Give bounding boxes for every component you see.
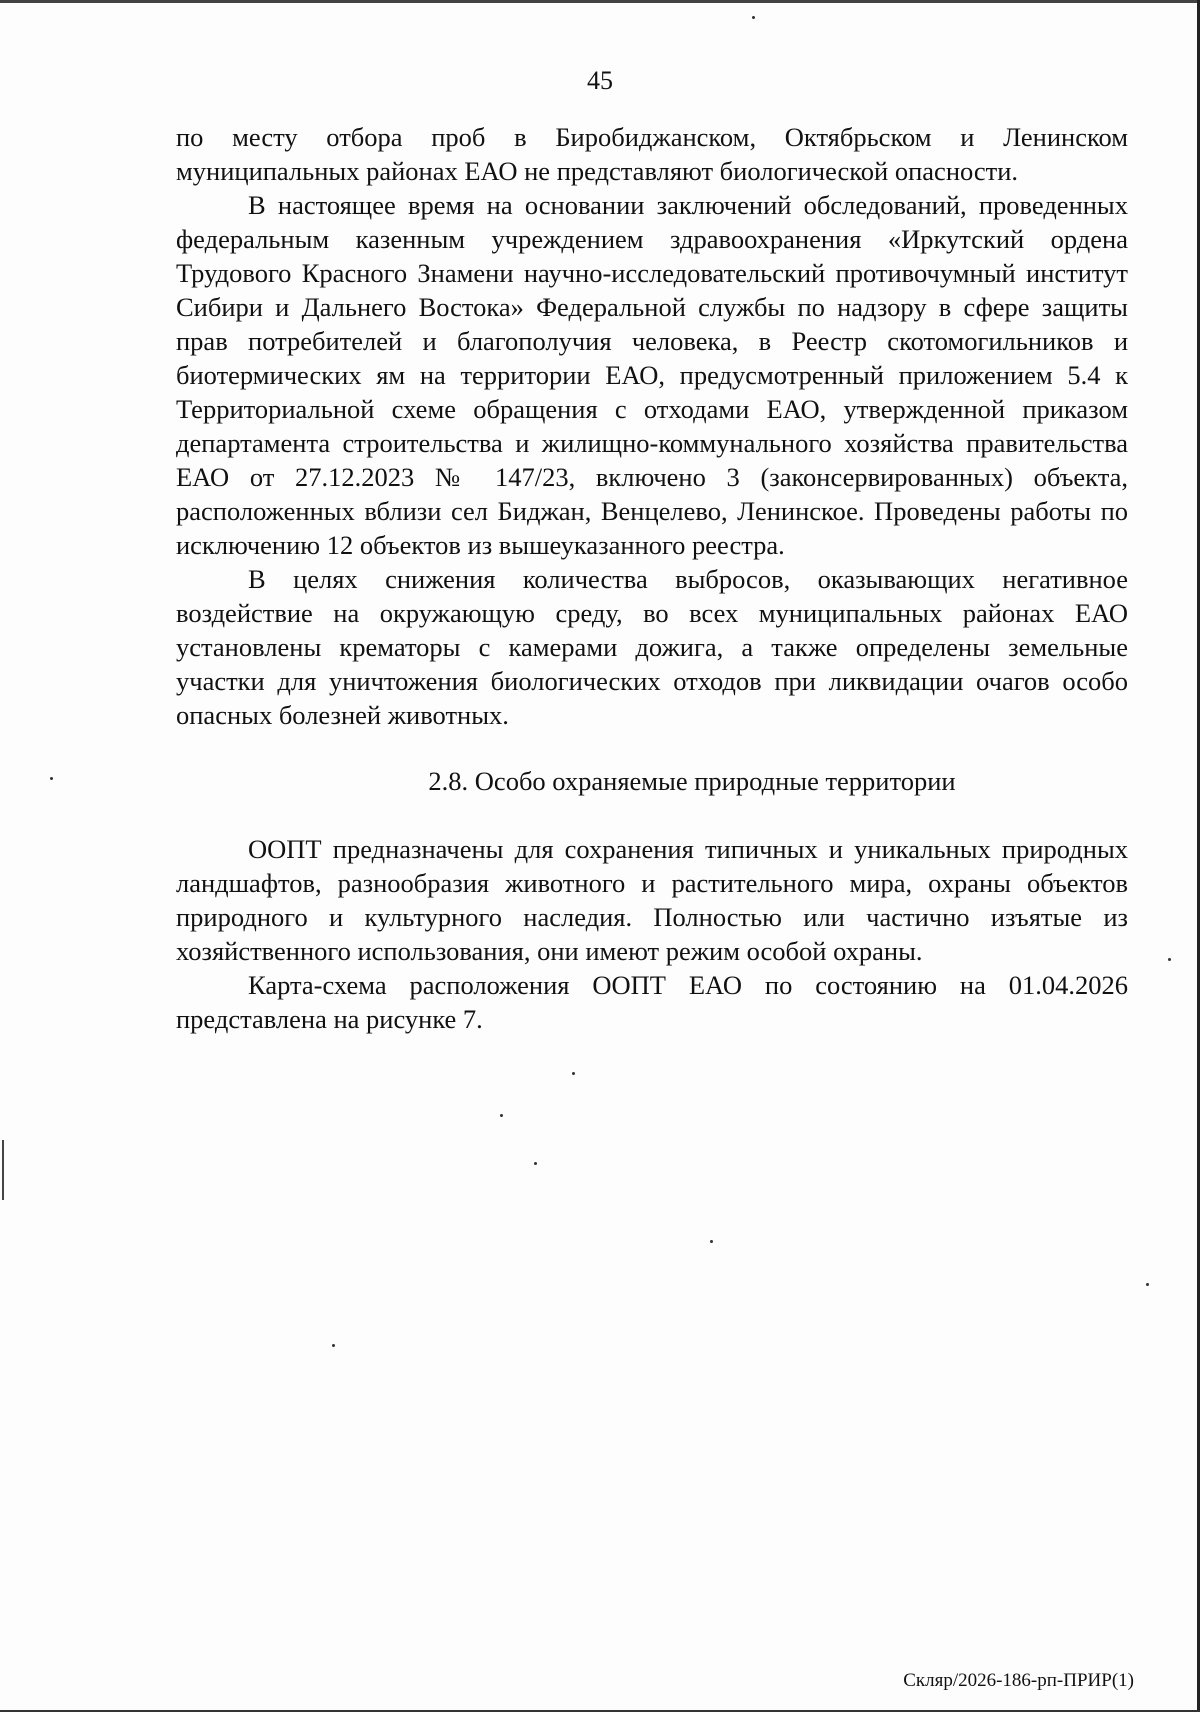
scan-speck xyxy=(1168,958,1171,961)
scan-speck xyxy=(1146,1283,1149,1286)
paragraph: Карта-схема расположения ООПТ ЕАО по состоянию на 01.04.2026 представлена на рисунке 7. xyxy=(176,970,1128,1034)
scan-speck xyxy=(50,777,53,780)
scan-speck xyxy=(534,1162,537,1165)
section-heading: 2.8. Особо охраняемые природные территории xyxy=(428,766,956,796)
paragraph: В целях снижения количества выбросов, оказывающих негативное воздействие на окружающую среду, во всех муниципальных районах ЕАО установлены крематоры с камерами дожига, а также определены земельные участки для уничтожения биологических отходов при ликвидации очагов особо опасных болезней животных. xyxy=(176,564,1128,730)
document-body xyxy=(176,120,1128,1036)
scan-speck xyxy=(500,1114,503,1117)
scan-speck xyxy=(752,16,755,19)
paragraph: В настоящее время на основании заключений обследований, проведенных федеральным казенным учреждением здравоохранения «Иркутский ордена Трудового Красного Знамени научно-исследовательский противочумный институт Сибири и Дальнего Востока» Федеральной службы по надзору в сфере защиты прав потребителей и благополучия человека, в Реестр скотомогильников и биотермических ям на территории ЕАО, предусмотренный приложением 5.4 к Территориальной схеме обращения с отходами ЕАО, утвержденной приказом департамента строительства и жилищно-коммунального хозяйства правительства ЕАО от 27.12.2023 № 147/23, включено 3 (законсервированных) объекта, расположенных вблизи сел Биджан, Венцелево, Ленинское. Проведены работы по исключению 12 объектов из вышеуказанного реестра. xyxy=(176,190,1128,560)
page-number: 45 xyxy=(587,66,613,95)
scan-border-left-mark xyxy=(2,1140,4,1200)
scan-speck xyxy=(710,1240,713,1243)
scan-border-top xyxy=(0,0,1200,3)
scan-speck xyxy=(572,1072,575,1075)
scan-speck xyxy=(332,1344,335,1347)
document-code: Скляр/2026-186-рп-ПРИР(1) xyxy=(903,1670,1134,1691)
paragraph: по месту отбора проб в Биробиджанском, Октябрьском и Ленинском муниципальных районах ЕАО не представляют биологической опасности. xyxy=(176,122,1128,186)
paragraph: ООПТ предназначены для сохранения типичных и уникальных природных ландшафтов, разнообразия животного и растительного мира, охраны объектов природного и культурного наследия. Полностью или частично изъятые из хозяйственного использования, они имеют режим особой охраны. xyxy=(176,834,1128,966)
